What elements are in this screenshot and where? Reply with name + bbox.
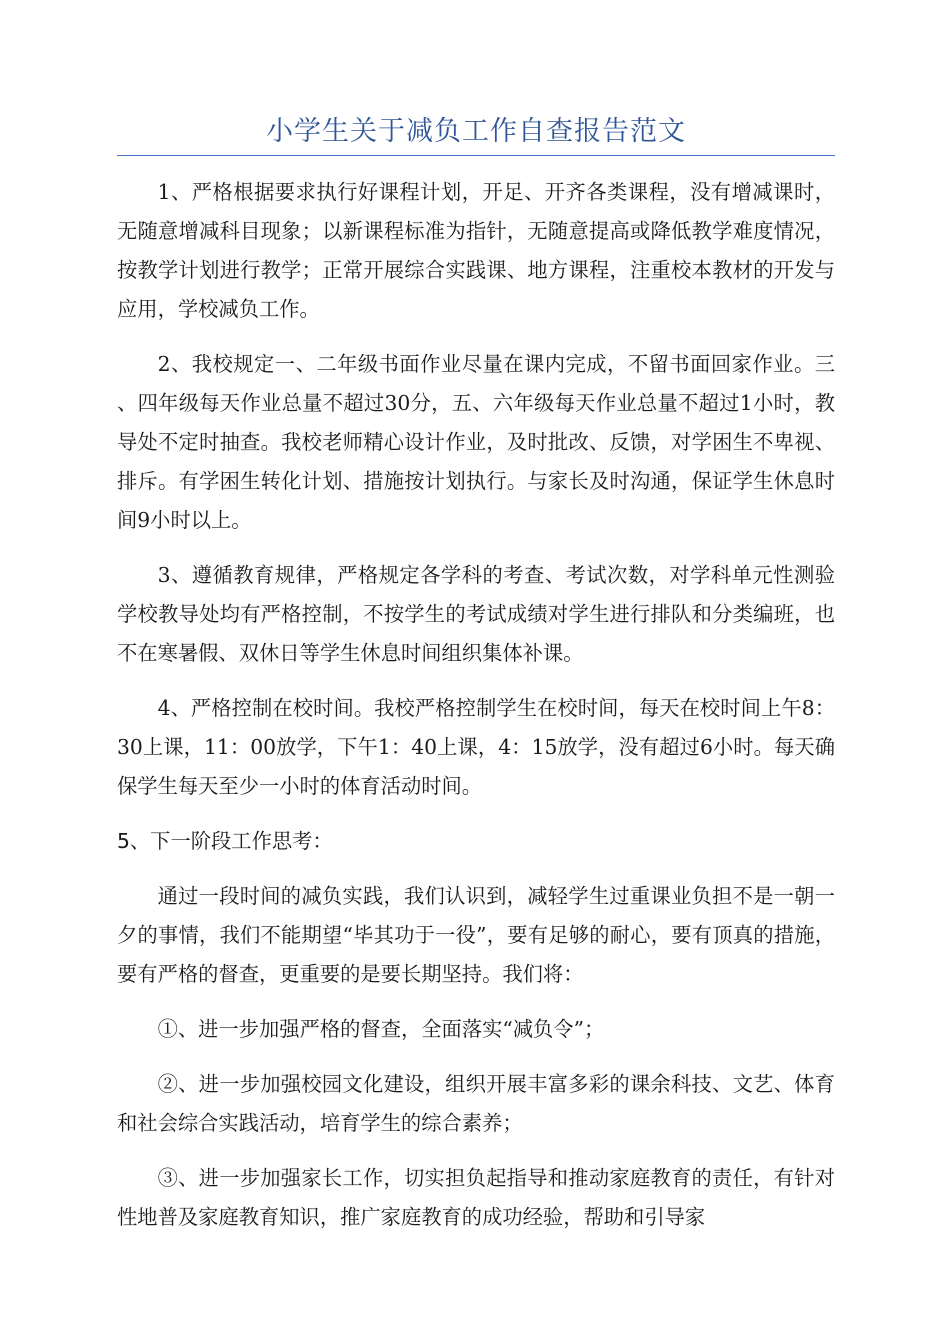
paragraph-intro-plans: 通过一段时间的减负实践，我们认识到，减轻学生过重课业负担不是一朝一夕的事情，我们不能期望“毕其功于一役”，要有足够的耐心，要有顶真的措施，要有严格的督查，更重要的是要长期坚持。我们将：	[117, 884, 835, 986]
paragraph-4: 4、严格控制在校时间。我校严格控制学生在校时间，每天在校时间上午8：30上课，11：00放学，下午1：40上课，4：15放学，没有超过6小时。每天确保学生每天至少一小时的体育活动时间。	[117, 696, 835, 798]
plan-item-1: ①、进一步加强严格的督查，全面落实“减负令”；	[157, 1017, 605, 1041]
document-title: 小学生关于减负工作自查报告范文	[266, 116, 686, 147]
title-underline	[117, 155, 835, 156]
plan-item-3: ③、进一步加强家长工作，切实担负起指导和推动家庭教育的责任，有针对性地普及家庭教育知识，推广家庭教育的成功经验，帮助和引导家	[117, 1166, 835, 1229]
paragraph-1: 1、严格根据要求执行好课程计划，开足、开齐各类课程，没有增减课时，无随意增减科目现象；以新课程标准为指针，无随意提高或降低教学难度情况，按教学计划进行教学；正常开展综合实践课、地方课程，注重校本教材的开发与应用，学校减负工作。	[117, 180, 835, 321]
paragraph-2: 2、我校规定一、二年级书面作业尽量在课内完成，不留书面回家作业。三、四年级每天作业总量不超过30分，五、六年级每天作业总量不超过1小时，教导处不定时抽查。我校老师精心设计作业，及时批改、反馈，对学困生不卑视、排斥。有学困生转化计划、措施按计划执行。与家长及时沟通，保证学生休息时间9小时以上。	[117, 352, 835, 532]
section-heading-next-stage: 5、下一阶段工作思考：	[117, 829, 333, 853]
plan-item-2: ②、进一步加强校园文化建设，组织开展丰富多彩的课余科技、文艺、体育和社会综合实践活动，培育学生的综合素养；	[117, 1072, 835, 1135]
paragraph-3: 3、遵循教育规律，严格规定各学科的考查、考试次数，对学科单元性测验学校教导处均有严格控制，不按学生的考试成绩对学生进行排队和分类编班，也不在寒暑假、双休日等学生休息时间组织集体补课。	[117, 563, 835, 665]
document-body	[117, 173, 835, 1253]
